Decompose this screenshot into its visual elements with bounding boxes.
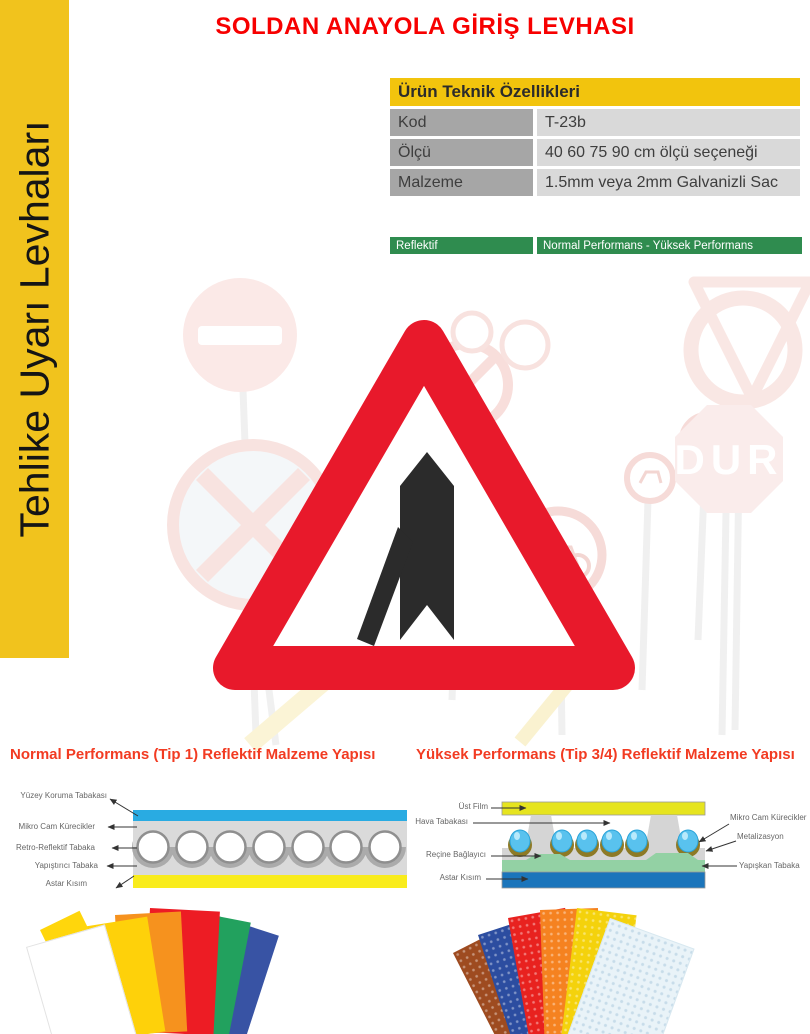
tip34-section-title: Yüksek Performans (Tip 3/4) Reflektif Malzeme Yapısı (416, 746, 795, 763)
tip1-layer-label: Yapıştırıcı Tabaka (34, 861, 98, 870)
tip34-layer-diagram (473, 802, 737, 888)
spec-value: 1.5mm veya 2mm Galvanizli Sac (537, 169, 800, 196)
tip34-top-film (502, 802, 705, 815)
category-banner-label: Tehlike Uyarı Levhaları (11, 120, 57, 538)
tip34-layer-label: Üst Film (458, 802, 488, 811)
tip1-section-title: Normal Performans (Tip 1) Reflektif Malzeme Yapısı (10, 746, 376, 763)
tip1-layer-label: Yüzey Koruma Tabakası (20, 791, 107, 800)
spec-label: Malzeme (390, 169, 533, 196)
tip1-liner-layer (133, 875, 407, 888)
tip1-layer-label: Astar Kısım (45, 879, 87, 888)
tip1-layer-label: Mikro Cam Kürecikler (18, 822, 95, 831)
tip34-layer-label: Yapışkan Tabaka (739, 861, 800, 870)
spec-label: Kod (390, 109, 533, 136)
reflective-row (390, 237, 802, 254)
spec-label: Ölçü (390, 139, 533, 166)
spec-table-header: Ürün Teknik Özellikleri (390, 78, 800, 106)
warning-sign-graphic (235, 342, 613, 668)
spec-value: T-23b (537, 109, 800, 136)
tip34-adhesive-layer (502, 860, 705, 872)
spec-row-olcu (390, 139, 800, 166)
tip34-layer-label: Mikro Cam Kürecikler (730, 813, 807, 822)
tip1-surface-layer (133, 810, 407, 821)
page-title: SOLDAN ANAYOLA GİRİŞ LEVHASI (215, 13, 635, 40)
reflective-value: Normal Performans - Yüksek Performans (537, 237, 802, 254)
category-banner[interactable] (0, 0, 69, 658)
tip34-layer-label: Astar Kısım (439, 873, 481, 882)
tip1-layer-diagram (107, 799, 407, 888)
tip34-layer-label: Hava Tabakası (415, 817, 468, 826)
tip1-layer-label: Retro-Reflektif Tabaka (16, 843, 95, 852)
reflective-label: Reflektif (390, 237, 533, 254)
spec-row-kod (390, 109, 800, 136)
tip34-layer-label: Reçine Bağlayıcı (425, 850, 486, 859)
tip34-liner-layer (502, 872, 705, 888)
spec-table (390, 78, 800, 199)
spec-value: 40 60 75 90 cm ölçü seçeneği (537, 139, 800, 166)
stop-sign-text: DUR (674, 436, 784, 483)
tip34-layer-label: Metalizasyon (737, 832, 784, 841)
spec-row-malzeme (390, 169, 800, 196)
